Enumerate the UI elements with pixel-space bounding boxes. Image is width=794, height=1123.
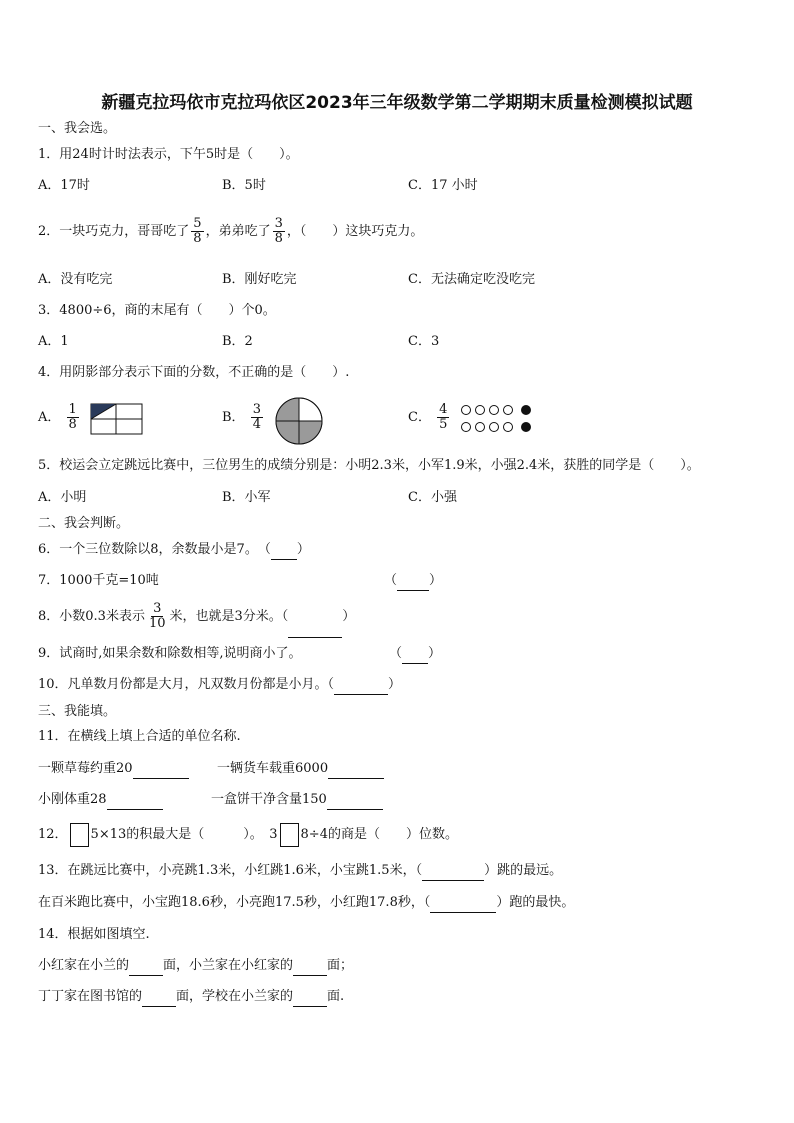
dots-figure [460, 403, 536, 435]
denominator: 8 [193, 231, 202, 246]
option-a: A．没有吃完 [38, 272, 113, 287]
option-a: A．小明 [38, 490, 87, 505]
section-heading: 二、我会判断。 [38, 516, 130, 531]
question-14-line-1 [38, 957, 353, 976]
fraction [147, 602, 168, 631]
option-label: B． [222, 410, 245, 425]
fill-item [217, 760, 384, 779]
question-text: 2．一块巧克力，哥哥吃了 [38, 224, 190, 239]
question-text: 面. [327, 989, 345, 1004]
option-label: A． [38, 410, 61, 425]
question-text: 8．小数0.3米表示 [38, 609, 145, 624]
digit-box[interactable] [280, 823, 299, 847]
answer-blank[interactable] [422, 862, 484, 881]
fraction [67, 403, 79, 432]
question-text: 面，学校在小兰家的 [176, 989, 294, 1004]
paren: ） [428, 646, 442, 661]
question-text: 丁丁家在图书馆的 [38, 989, 143, 1004]
answer-blank[interactable] [327, 791, 383, 810]
question-13-part-2 [38, 894, 574, 913]
question-2 [38, 212, 423, 252]
question-7: 7．1000千克=10吨 [38, 573, 159, 588]
item-text: 小刚体重28 [38, 792, 107, 807]
question-text: 10．凡单数月份都是大月，凡双数月份都是小月。（ [38, 677, 335, 692]
fill-item [211, 791, 383, 810]
answer-blank[interactable] [288, 597, 342, 638]
question-9: 9．试商时,如果余数和除数相等,说明商小了。 [38, 646, 302, 661]
circle-figure [274, 396, 324, 446]
option-b: B．2 [222, 334, 253, 349]
option-c: C．无法确定吃没吃完 [408, 272, 535, 287]
denominator: 8 [274, 231, 283, 246]
question-4: 4．用阴影部分表示下面的分数，不正确的是（ ）. [38, 365, 350, 380]
fraction [191, 217, 203, 246]
paren: ） [429, 573, 443, 588]
question-10 [38, 676, 401, 695]
paren: ） [342, 609, 356, 624]
option-a: A．1 [38, 334, 69, 349]
question-14-line-2 [38, 988, 344, 1007]
question-text: 8÷4的商是（ ）位数。 [300, 827, 458, 842]
answer-blank[interactable] [293, 957, 327, 976]
option-b: B．刚好吃完 [222, 272, 297, 287]
question-text: ，（ ）这块巧克力。 [286, 224, 424, 239]
question-text: 面，小兰家在小红家的 [163, 958, 294, 973]
answer-blank[interactable] [430, 894, 496, 913]
question-3: 3．4800÷6，商的末尾有（ ）个0。 [38, 303, 276, 318]
question-11: 11．在横线上填上合适的单位名称. [38, 729, 241, 744]
option-b: B．小军 [222, 490, 271, 505]
answer-blank[interactable] [142, 988, 176, 1007]
question-text: ，弟弟吃了 [205, 224, 271, 239]
option-c [408, 398, 451, 438]
numerator: 3 [252, 402, 261, 417]
question-text: 13．在跳远比赛中，小亮跳1.3米，小红跳1.6米，小宝跳1.5米，（ [38, 863, 423, 878]
numerator: 3 [274, 216, 283, 231]
fraction [437, 403, 449, 432]
question-6 [38, 541, 310, 560]
fill-item [38, 760, 189, 779]
paren: ） [296, 542, 310, 557]
fraction [273, 217, 285, 246]
fraction [251, 403, 263, 432]
question-text: ）跳的最远。 [484, 863, 563, 878]
option-c: C．小强 [408, 490, 457, 505]
numerator: 3 [153, 601, 162, 616]
item-text: 一辆货车载重6000 [217, 761, 329, 776]
paren: （ [384, 573, 398, 588]
option-b: B．5时 [222, 178, 266, 193]
answer-blank[interactable] [328, 760, 384, 779]
numerator: 5 [193, 216, 202, 231]
answer-paren [389, 645, 441, 664]
question-5: 5．校运会立定跳远比赛中，三位男生的成绩分别是：小明2.3米，小军1.9米，小强2.4米，获胜的同学是（ ）。 [38, 458, 700, 473]
answer-blank[interactable] [271, 541, 297, 560]
option-c: C．17 小时 [408, 178, 478, 193]
question-1: 1．用24时计时法表示，下午5时是（ ）。 [38, 147, 299, 162]
answer-blank[interactable] [133, 760, 189, 779]
answer-paren [384, 572, 442, 591]
question-14: 14．根据如图填空. [38, 927, 150, 942]
option-a [38, 398, 81, 438]
page-title: 新疆克拉玛依市克拉玛依区2023年三年级数学第二学期期末质量检测模拟试题 [101, 93, 693, 113]
rectangle-figure [90, 403, 144, 435]
section-heading: 一、我会选。 [38, 121, 117, 136]
question-text: 6．一个三位数除以8，余数最小是7。 （ [38, 542, 271, 557]
numerator: 1 [68, 402, 77, 417]
denominator: 8 [68, 417, 77, 432]
question-text: ）跑的最快。 [496, 895, 575, 910]
denominator: 4 [252, 417, 261, 432]
denominator: 5 [439, 417, 448, 432]
answer-blank[interactable] [397, 572, 429, 591]
question-text: 面； [327, 958, 354, 973]
item-text: 一盒饼干净含量150 [211, 792, 327, 807]
question-8 [38, 597, 355, 638]
option-b [222, 398, 265, 438]
answer-blank[interactable] [402, 645, 428, 664]
question-text: 5×13的积最大是（ ）。 3 [90, 827, 278, 842]
fill-item [38, 791, 163, 810]
answer-blank[interactable] [107, 791, 163, 810]
question-13 [38, 862, 562, 881]
question-text: 米，也就是3分米。（ [169, 609, 289, 624]
option-c: C．3 [408, 334, 440, 349]
question-text: 在百米跑比赛中，小宝跑18.6秒，小亮跑17.5秒，小红跑17.8秒，（ [38, 895, 431, 910]
numerator: 4 [439, 402, 448, 417]
digit-box[interactable] [70, 823, 89, 847]
paren: ） [388, 677, 402, 692]
paren: （ [389, 646, 403, 661]
answer-blank[interactable] [293, 988, 327, 1007]
item-text: 一颗草莓约重20 [38, 761, 133, 776]
option-label: C． [408, 410, 431, 425]
section-heading: 三、我能填。 [38, 704, 117, 719]
answer-blank[interactable] [129, 957, 163, 976]
question-text: 12． [38, 827, 68, 842]
question-text: 小红家在小兰的 [38, 958, 130, 973]
answer-blank[interactable] [334, 676, 388, 695]
question-12 [38, 822, 458, 848]
denominator: 10 [148, 616, 166, 631]
option-a: A．17时 [38, 178, 90, 193]
